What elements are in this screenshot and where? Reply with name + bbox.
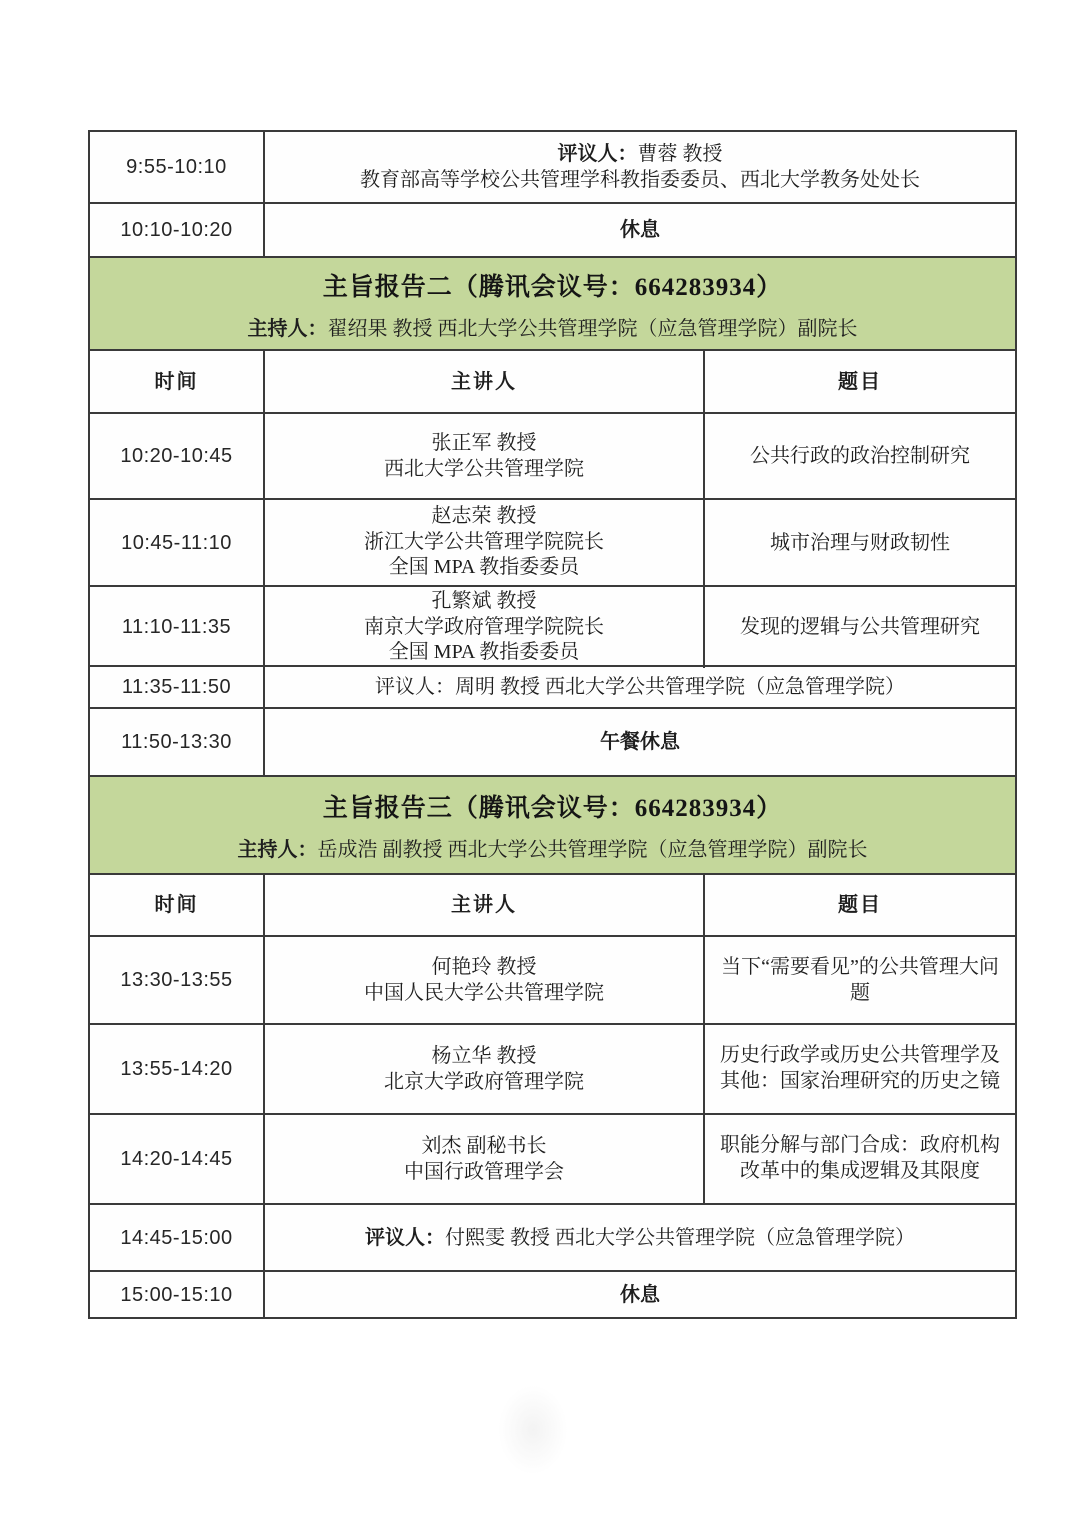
- table-row: [90, 1270, 1015, 1317]
- column-header-row: [90, 873, 1015, 935]
- break-cell: 休息: [263, 204, 1015, 256]
- topic-cell: 发现的逻辑与公共管理研究: [703, 587, 1015, 668]
- column-header-speaker: 主讲人: [263, 875, 703, 935]
- speaker-name: 张正军 教授: [431, 432, 537, 454]
- speaker-affiliation: 浙江大学公共管理学院院长: [364, 530, 604, 553]
- time-cell: 13:30-13:55: [120, 969, 233, 991]
- time-cell: 15:00-15:10: [120, 1283, 233, 1306]
- speaker-affiliation: 西北大学公共管理学院: [384, 458, 584, 480]
- reviewer-label: 评议人：: [365, 1226, 445, 1249]
- time-cell: 14:20-14:45: [120, 1148, 233, 1170]
- talk-row: [90, 935, 1015, 1023]
- host-name: 岳成浩 副教授 西北大学公共管理学院（应急管理学院）副院长: [317, 839, 868, 861]
- talk-row: [90, 412, 1015, 498]
- time-cell: 11:35-11:50: [121, 676, 232, 698]
- speaker-cell: [263, 1025, 703, 1113]
- column-header-speaker: 主讲人: [263, 351, 703, 412]
- column-header-row: [90, 349, 1015, 412]
- column-header-topic: 题目: [703, 875, 1015, 935]
- speaker-name: 刘杰 副秘书长: [421, 1135, 547, 1157]
- table-row: [90, 1203, 1015, 1270]
- host-label: 主持人：: [247, 317, 328, 340]
- reviewer-line: [365, 1225, 915, 1251]
- topic-cell: 历史行政学或历史公共管理学及其他：国家治理研究的历史之镜: [703, 1025, 1015, 1113]
- scan-artifact: [498, 1385, 568, 1475]
- host-label: 主持人：: [237, 839, 318, 861]
- table-row: [90, 707, 1015, 775]
- speaker-name: 杨立华 教授: [431, 1045, 537, 1067]
- time-cell: 10:20-10:45: [120, 445, 233, 467]
- table-row: [90, 665, 1015, 707]
- speaker-name: 赵志荣 教授: [431, 505, 537, 528]
- speaker-affiliation: 南京大学政府管理学院院长: [364, 615, 604, 638]
- session-3-title: 主旨报告三（腾讯会议号：664283934）: [322, 795, 783, 822]
- conference-agenda-table: [88, 130, 1017, 1319]
- break-cell: 休息: [263, 1272, 1015, 1317]
- reviewer-cell: 评议人：周明 教授 西北大学公共管理学院（应急管理学院）: [263, 667, 1015, 707]
- speaker-name: 孔繁斌 教授: [431, 590, 537, 612]
- session-2-host: [248, 312, 858, 341]
- host-name: 翟绍果 教授 西北大学公共管理学院（应急管理学院）副院长: [327, 317, 858, 340]
- talk-row: [90, 1023, 1015, 1113]
- column-header-time: 时间: [154, 370, 199, 393]
- speaker-role: 全国 MPA 教指委委员: [388, 641, 580, 664]
- speaker-cell: [263, 587, 703, 668]
- lunch-break-cell: 午餐休息: [263, 709, 1015, 775]
- time-cell: 11:10-11:35: [121, 616, 232, 639]
- table-row: [90, 202, 1015, 256]
- time-cell: 13:55-14:20: [120, 1058, 233, 1080]
- talk-row: [90, 498, 1015, 585]
- session-3-header: [90, 777, 1015, 873]
- table-row: [90, 256, 1015, 349]
- time-cell: 10:10-10:20: [120, 219, 233, 241]
- table-row: [90, 132, 1015, 202]
- speaker-affiliation: 中国行政管理学会: [404, 1161, 564, 1183]
- topic-cell: 公共行政的政治控制研究: [703, 414, 1015, 498]
- topic-cell: 城市治理与财政韧性: [703, 500, 1015, 585]
- time-cell: 14:45-15:00: [120, 1226, 233, 1249]
- reviewer-cell: [263, 132, 1015, 202]
- reviewer-person: 曹蓉 教授: [637, 143, 723, 165]
- speaker-cell: [263, 1115, 703, 1203]
- column-header-time: 时间: [154, 894, 199, 916]
- time-cell: 9:55-10:10: [126, 156, 227, 178]
- speaker-cell: [263, 414, 703, 498]
- table-row: [90, 775, 1015, 873]
- reviewer-affiliation: 教育部高等学校公共管理学科教指委委员、西北大学教务处处长: [360, 169, 920, 191]
- session-3-host: [238, 833, 868, 862]
- talk-row: [90, 585, 1015, 665]
- reviewer-person: 付熙雯 教授 西北大学公共管理学院（应急管理学院）: [445, 1226, 915, 1249]
- session-2-title: 主旨报告二（腾讯会议号：664283934）: [322, 273, 783, 301]
- session-2-header: [90, 258, 1015, 349]
- speaker-affiliation: 北京大学政府管理学院: [384, 1071, 584, 1093]
- speaker-role: 全国 MPA 教指委委员: [388, 556, 580, 579]
- column-header-topic: 题目: [703, 351, 1015, 412]
- reviewer-line: [558, 141, 723, 167]
- topic-cell: 当下“需要看见”的公共管理大问题: [703, 937, 1015, 1023]
- topic-cell: 职能分解与部门合成：政府机构改革中的集成逻辑及其限度: [703, 1115, 1015, 1203]
- talk-row: [90, 1113, 1015, 1203]
- speaker-cell: [263, 937, 703, 1023]
- time-cell: 10:45-11:10: [121, 531, 232, 554]
- speaker-name: 何艳玲 教授: [431, 956, 537, 978]
- time-cell: 11:50-13:30: [121, 731, 232, 753]
- speaker-affiliation: 中国人民大学公共管理学院: [364, 982, 604, 1004]
- reviewer-cell: [263, 1205, 1015, 1270]
- speaker-cell: [263, 500, 703, 585]
- reviewer-label: 评议人：: [557, 143, 638, 165]
